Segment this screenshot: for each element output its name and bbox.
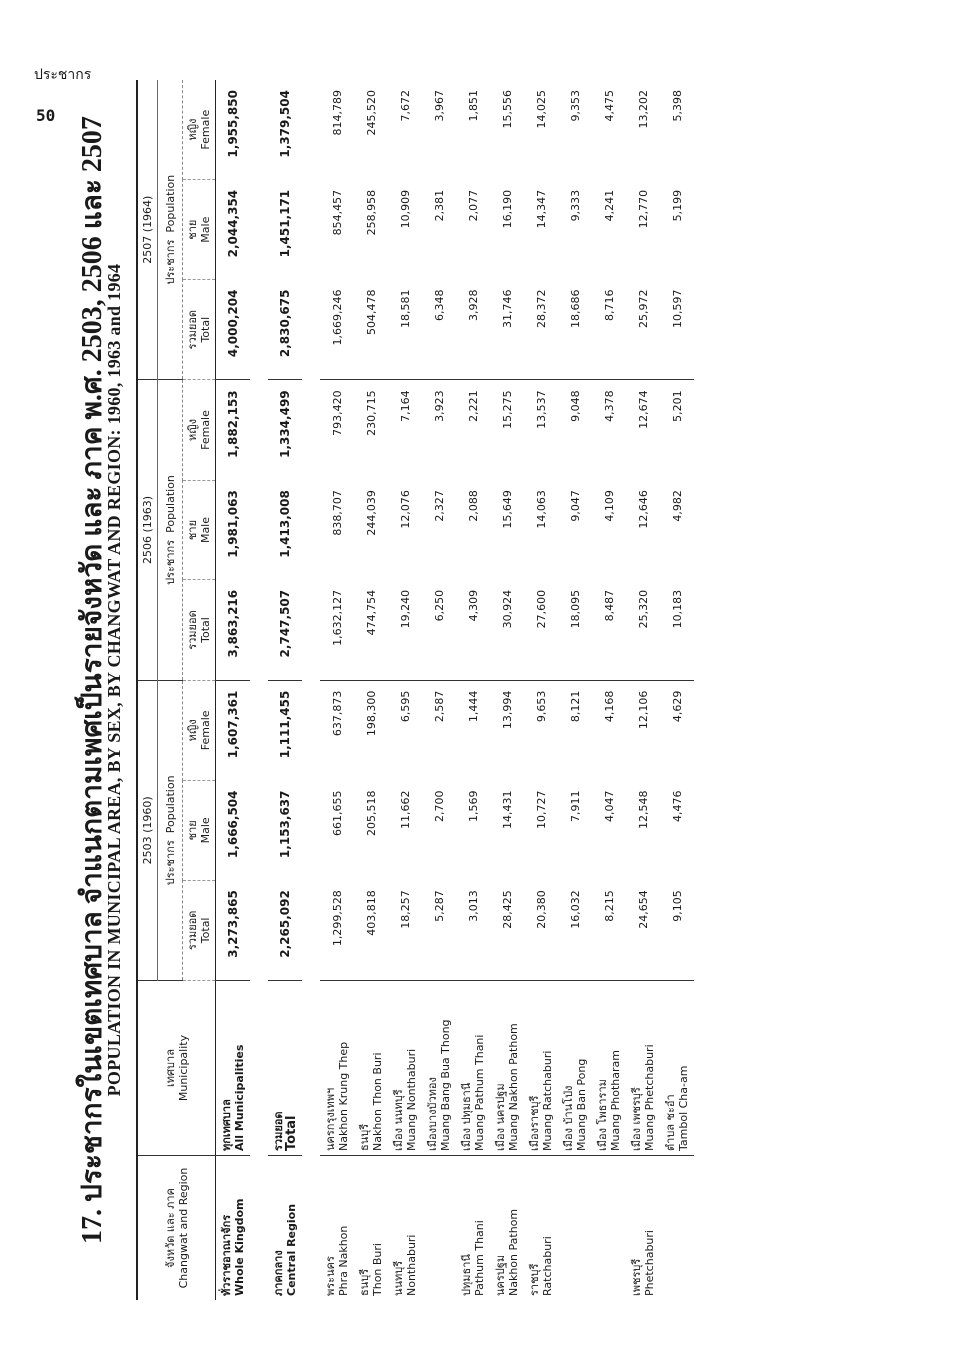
female-1960-value: 8,121 bbox=[568, 690, 582, 723]
municipality-cell bbox=[216, 981, 251, 1156]
header-female: หญิง Female bbox=[183, 680, 216, 780]
female-1964-value: 1,955,850 bbox=[226, 90, 240, 158]
municipality-thai: เมือง นนทบุรี bbox=[392, 1089, 405, 1151]
municipality-thai: เมือง บ้านโป่ง bbox=[562, 1085, 575, 1151]
municipality-cell bbox=[268, 981, 302, 1156]
total-1963-value: 474,754 bbox=[354, 580, 388, 680]
table-row bbox=[388, 80, 422, 1300]
total-1964-value: 1,669,246 bbox=[320, 280, 354, 380]
header-population-1963: ประชากร Population bbox=[158, 380, 183, 680]
population-table bbox=[136, 80, 694, 1300]
header-population-1960: ประชากร Population bbox=[158, 680, 183, 980]
changwat-english: Whole Kingdom bbox=[233, 1198, 246, 1296]
total-1960-value: 3,013 bbox=[456, 880, 490, 980]
male-1964-value: 1,451,171 bbox=[278, 189, 292, 258]
header-male: ชาย Male bbox=[183, 180, 216, 280]
municipality-english: Muang Nonthaburi bbox=[405, 1048, 418, 1151]
female-1963-value: 13,537 bbox=[534, 390, 548, 429]
female-1963-value: 7,164 bbox=[398, 390, 412, 422]
male-1963-value: 12,076 bbox=[398, 490, 412, 529]
total-1964-value: 25,972 bbox=[626, 280, 660, 380]
municipality-thai: ทุกเทศบาล bbox=[220, 1099, 233, 1151]
total-1960-value: 9,105 bbox=[660, 880, 694, 980]
female-1963-value: 230,715 bbox=[364, 390, 378, 436]
total-1963-value: 19,240 bbox=[388, 580, 422, 680]
municipality-thai: ธนบุรี bbox=[358, 1123, 371, 1151]
municipality-thai: ตำบล ชะอำ bbox=[664, 1094, 677, 1151]
header-year-1964: 2507 (1964) bbox=[137, 80, 158, 380]
changwat-cell bbox=[490, 1156, 524, 1301]
male-1960-value: 1,666,504 bbox=[226, 790, 240, 859]
changwat-english: Ratchaburi bbox=[541, 1236, 554, 1296]
changwat-thai: ราชบุรี bbox=[528, 1263, 541, 1296]
male-1964-value: 2,044,354 bbox=[226, 189, 240, 258]
total-1960-value: 20,380 bbox=[524, 880, 558, 980]
municipality-cell bbox=[320, 981, 354, 1156]
total-1960-value: 18,257 bbox=[388, 880, 422, 980]
total-1960-value: 5,287 bbox=[422, 880, 456, 980]
female-1964-value: 1,851 bbox=[466, 90, 480, 122]
female-1960-value: 198,300 bbox=[364, 690, 378, 737]
municipality-cell bbox=[592, 981, 626, 1156]
changwat-thai: ทั่วราชอาณาจักร bbox=[220, 1214, 233, 1296]
table-row bbox=[456, 80, 490, 1300]
rotated-table-sheet bbox=[70, 60, 900, 1300]
female-1960-value: 637,873 bbox=[330, 690, 344, 737]
table-row bbox=[524, 80, 558, 1300]
total-1963-value: 8,487 bbox=[592, 580, 626, 680]
female-1964-value: 9,353 bbox=[568, 90, 582, 122]
municipality-thai: นครกรุงเทพฯ bbox=[324, 1087, 337, 1151]
page-number: 50 bbox=[36, 106, 56, 125]
municipality-thai: เมือง เพชรบุรี bbox=[630, 1087, 643, 1151]
changwat-cell bbox=[558, 1156, 592, 1301]
total-1960-value: 1,299,528 bbox=[320, 880, 354, 980]
female-1960-value: 6,595 bbox=[398, 690, 412, 723]
header-female: หญิง Female bbox=[183, 380, 216, 480]
municipality-english: Tambol Cha-am bbox=[677, 1065, 690, 1151]
total-1964-value: 31,746 bbox=[490, 280, 524, 380]
table-row bbox=[490, 80, 524, 1300]
municipality-cell bbox=[558, 981, 592, 1156]
male-1960-value: 4,047 bbox=[602, 790, 616, 822]
municipality-english: Muang Pathum Thani bbox=[473, 1034, 486, 1151]
changwat-cell bbox=[422, 1156, 456, 1301]
total-1963-value: 2,747,507 bbox=[268, 580, 302, 680]
header-total: รวมยอด Total bbox=[183, 280, 216, 380]
table-body bbox=[216, 80, 695, 1300]
row-spacer bbox=[302, 80, 320, 1300]
changwat-english: Thon Buri bbox=[371, 1243, 384, 1296]
male-1963-value: 9,047 bbox=[568, 490, 582, 522]
male-1963-value: 4,982 bbox=[670, 490, 684, 522]
changwat-cell bbox=[456, 1156, 490, 1301]
municipality-cell bbox=[456, 981, 490, 1156]
municipality-english: Muang Bang Bua Thong bbox=[439, 1019, 452, 1151]
total-1960-value: 16,032 bbox=[558, 880, 592, 980]
female-1963-value: 9,048 bbox=[568, 390, 582, 422]
female-1963-value: 12,674 bbox=[636, 390, 650, 429]
female-1963-value: 2,221 bbox=[466, 390, 480, 422]
total-1964-value: 8,716 bbox=[592, 280, 626, 380]
header-year-1960: 2503 (1960) bbox=[137, 680, 158, 980]
header-population-1964: ประชากร Population bbox=[158, 80, 183, 380]
changwat-english: Phetchaburi bbox=[643, 1230, 656, 1296]
total-1964-value: 6,348 bbox=[422, 280, 456, 380]
female-1960-value: 1,607,361 bbox=[226, 690, 240, 759]
header-male: ชาย Male bbox=[183, 480, 216, 580]
table-row bbox=[354, 80, 388, 1300]
header-total: รวมยอด Total bbox=[183, 580, 216, 680]
changwat-cell bbox=[320, 1156, 354, 1301]
female-1963-value: 5,201 bbox=[670, 390, 684, 422]
changwat-cell bbox=[592, 1156, 626, 1301]
male-1964-value: 854,457 bbox=[330, 189, 344, 236]
female-1963-value: 4,378 bbox=[602, 390, 616, 422]
municipality-thai: เมือง ปทุมธานี bbox=[460, 1082, 473, 1151]
municipality-english: Muang Nakhon Pathom bbox=[507, 1023, 520, 1151]
female-1964-value: 5,398 bbox=[670, 90, 684, 122]
male-1964-value: 258,958 bbox=[364, 189, 378, 236]
male-1960-value: 7,911 bbox=[568, 790, 582, 822]
male-1963-value: 244,039 bbox=[364, 490, 378, 536]
total-1963-value: 30,924 bbox=[490, 580, 524, 680]
total-1964-value: 2,830,675 bbox=[268, 280, 302, 380]
header-male: ชาย Male bbox=[183, 780, 216, 880]
table-row bbox=[626, 80, 660, 1300]
male-1960-value: 4,476 bbox=[670, 790, 684, 822]
total-1964-value: 18,686 bbox=[558, 280, 592, 380]
female-1963-value: 1,882,153 bbox=[226, 390, 240, 458]
municipality-english: All Municipalities bbox=[233, 1044, 246, 1151]
male-1960-value: 14,431 bbox=[500, 790, 514, 829]
female-1963-value: 1,334,499 bbox=[278, 390, 292, 458]
municipality-english: Nakhon Thon Buri bbox=[371, 1052, 384, 1151]
male-1964-value: 12,770 bbox=[636, 189, 650, 229]
changwat-english: Nonthaburi bbox=[405, 1234, 418, 1296]
total-1960-value: 24,654 bbox=[626, 880, 660, 980]
changwat-cell bbox=[524, 1156, 558, 1301]
total-1964-value: 504,478 bbox=[354, 280, 388, 380]
changwat-thai: ภาคกลาง bbox=[272, 1250, 285, 1296]
total-1963-value: 18,095 bbox=[558, 580, 592, 680]
municipality-cell bbox=[490, 981, 524, 1156]
total-1963-value: 25,320 bbox=[626, 580, 660, 680]
changwat-cell bbox=[626, 1156, 660, 1301]
municipality-english: Muang Phetchaburi bbox=[643, 1044, 656, 1151]
male-1964-value: 4,241 bbox=[602, 189, 616, 222]
municipality-english: Nakhon Krung Thep bbox=[337, 1041, 350, 1151]
header-year-1963: 2506 (1963) bbox=[137, 380, 158, 680]
total-1964-value: 18,581 bbox=[388, 280, 422, 380]
changwat-cell bbox=[660, 1156, 694, 1301]
total-1960-value: 28,425 bbox=[490, 880, 524, 980]
municipality-english: Total bbox=[284, 1115, 299, 1151]
municipality-english: Muang Ratchaburi bbox=[541, 1050, 554, 1151]
table-row bbox=[216, 80, 251, 1300]
changwat-english: Central Region bbox=[285, 1203, 298, 1296]
changwat-cell bbox=[268, 1156, 302, 1301]
female-1964-value: 13,202 bbox=[636, 90, 650, 129]
changwat-thai: ธนบุรี bbox=[358, 1268, 371, 1296]
female-1960-value: 4,629 bbox=[670, 690, 684, 723]
changwat-thai: พระนคร bbox=[324, 1256, 337, 1296]
female-1964-value: 14,025 bbox=[534, 90, 548, 129]
changwat-english: Nakhon Pathom bbox=[507, 1208, 520, 1296]
municipality-cell bbox=[626, 981, 660, 1156]
male-1964-value: 9,333 bbox=[568, 189, 582, 222]
female-1964-value: 245,520 bbox=[364, 90, 378, 136]
changwat-thai: เพชรบุรี bbox=[630, 1258, 643, 1296]
male-1964-value: 2,077 bbox=[466, 189, 480, 222]
changwat-thai: นนทบุรี bbox=[392, 1260, 405, 1296]
male-1960-value: 1,569 bbox=[466, 790, 480, 822]
male-1963-value: 2,088 bbox=[466, 490, 480, 522]
changwat-thai: ปทุมธานี bbox=[460, 1254, 473, 1296]
female-1963-value: 793,420 bbox=[330, 390, 344, 436]
municipality-english: Muang Photharam bbox=[609, 1050, 622, 1151]
total-1960-value: 8,215 bbox=[592, 880, 626, 980]
male-1960-value: 661,655 bbox=[330, 790, 344, 836]
municipality-cell bbox=[524, 981, 558, 1156]
changwat-english: Pathum Thani bbox=[473, 1220, 486, 1296]
municipality-cell bbox=[354, 981, 388, 1156]
total-1963-value: 27,600 bbox=[524, 580, 558, 680]
male-1960-value: 11,662 bbox=[398, 790, 412, 829]
male-1963-value: 14,063 bbox=[534, 490, 548, 529]
total-1964-value: 4,000,204 bbox=[216, 280, 251, 380]
table-title-english: POPULATION IN MUNICIPAL AREA, BY SEX, BY CHANGWAT AND REGION: 1960, 1963 and 1964 bbox=[104, 263, 124, 1097]
female-1964-value: 7,672 bbox=[398, 90, 412, 122]
female-1963-value: 15,275 bbox=[500, 390, 514, 429]
table-row bbox=[558, 80, 592, 1300]
total-1963-value: 3,863,216 bbox=[216, 580, 251, 680]
female-1960-value: 1,444 bbox=[466, 690, 480, 723]
changwat-cell bbox=[216, 1156, 251, 1301]
male-1963-value: 4,109 bbox=[602, 490, 616, 522]
male-1960-value: 12,548 bbox=[636, 790, 650, 829]
male-1960-value: 1,153,637 bbox=[278, 790, 292, 859]
female-1964-value: 814,789 bbox=[330, 90, 344, 136]
total-1960-value: 3,273,865 bbox=[216, 880, 251, 980]
municipality-thai: รวมยอด bbox=[272, 1111, 285, 1151]
total-1964-value: 3,928 bbox=[456, 280, 490, 380]
male-1963-value: 15,649 bbox=[500, 490, 514, 529]
changwat-thai: นครปฐม bbox=[494, 1254, 507, 1296]
changwat-cell bbox=[354, 1156, 388, 1301]
total-1963-value: 1,632,127 bbox=[320, 580, 354, 680]
male-1964-value: 14,347 bbox=[534, 189, 548, 229]
municipality-english: Muang Ban Pong bbox=[575, 1058, 588, 1151]
changwat-cell bbox=[388, 1156, 422, 1301]
row-spacer bbox=[250, 80, 268, 1300]
municipality-thai: เมือง โพธาราม bbox=[596, 1079, 609, 1151]
municipality-cell bbox=[660, 981, 694, 1156]
male-1963-value: 12,646 bbox=[636, 490, 650, 529]
male-1964-value: 2,381 bbox=[432, 189, 446, 222]
female-1963-value: 3,923 bbox=[432, 390, 446, 422]
female-1964-value: 1,379,504 bbox=[278, 90, 292, 158]
table-row bbox=[660, 80, 694, 1300]
municipality-thai: เมือง นครปฐม bbox=[494, 1083, 507, 1151]
municipality-cell bbox=[422, 981, 456, 1156]
municipality-thai: เมืองราชบุรี bbox=[528, 1095, 541, 1151]
total-1963-value: 10,183 bbox=[660, 580, 694, 680]
header-total: รวมยอด Total bbox=[183, 880, 216, 980]
male-1964-value: 10,909 bbox=[398, 189, 412, 229]
table-row bbox=[422, 80, 456, 1300]
table-row bbox=[268, 80, 302, 1300]
male-1963-value: 1,981,063 bbox=[226, 490, 240, 558]
total-1964-value: 28,372 bbox=[524, 280, 558, 380]
table-row bbox=[320, 80, 354, 1300]
total-1963-value: 6,250 bbox=[422, 580, 456, 680]
changwat-english: Phra Nakhon bbox=[337, 1225, 350, 1296]
female-1960-value: 4,168 bbox=[602, 690, 616, 723]
male-1963-value: 1,413,008 bbox=[278, 490, 292, 558]
total-1960-value: 2,265,092 bbox=[268, 880, 302, 980]
female-1960-value: 2,587 bbox=[432, 690, 446, 723]
total-1960-value: 403,818 bbox=[354, 880, 388, 980]
table-row bbox=[592, 80, 626, 1300]
page-header: ประชากร bbox=[34, 67, 92, 83]
male-1963-value: 2,327 bbox=[432, 490, 446, 522]
male-1963-value: 838,707 bbox=[330, 490, 344, 536]
table-title-thai: 17. ประชากรในเขตเทศบาล จำแนกตามเพศเป็นรายจังหวัด และ ภาค พ.ศ. 2503, 2506 และ 2507 bbox=[77, 116, 108, 1244]
header-changwat: จังหวัด และ ภาค Changwat and Region bbox=[163, 1167, 190, 1289]
total-1964-value: 10,597 bbox=[660, 280, 694, 380]
female-1964-value: 4,475 bbox=[602, 90, 616, 122]
female-1964-value: 3,967 bbox=[432, 90, 446, 122]
male-1964-value: 5,199 bbox=[670, 189, 684, 222]
female-1960-value: 9,653 bbox=[534, 690, 548, 723]
male-1960-value: 205,518 bbox=[364, 790, 378, 836]
male-1960-value: 10,727 bbox=[534, 790, 548, 829]
municipality-thai: เมืองบางบัวทอง bbox=[426, 1077, 439, 1151]
female-1960-value: 12,106 bbox=[636, 690, 650, 730]
total-1963-value: 4,309 bbox=[456, 580, 490, 680]
male-1964-value: 16,190 bbox=[500, 189, 514, 229]
female-1964-value: 15,556 bbox=[500, 90, 514, 129]
header-municipality: เทศบาล Municipality bbox=[137, 981, 216, 1156]
female-1960-value: 13,994 bbox=[500, 690, 514, 730]
header-female: หญิง Female bbox=[183, 80, 216, 180]
female-1960-value: 1,111,455 bbox=[278, 690, 292, 759]
male-1960-value: 2,700 bbox=[432, 790, 446, 822]
municipality-cell bbox=[388, 981, 422, 1156]
